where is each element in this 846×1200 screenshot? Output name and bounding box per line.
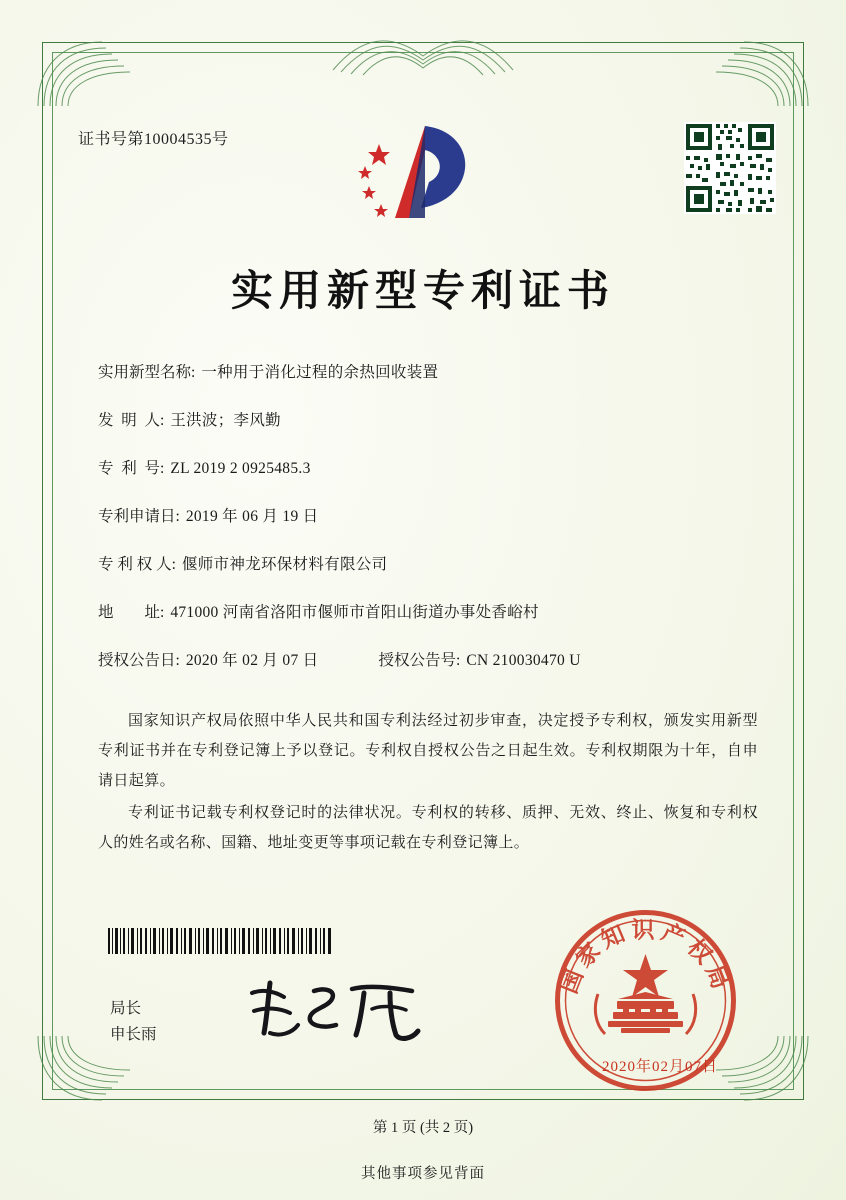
field-inventor [98, 408, 756, 430]
field-utility-model-name [98, 360, 756, 382]
page-title: 实用新型专利证书 [230, 269, 615, 315]
field-patent-number [98, 456, 756, 478]
field-value: 偃师市神龙环保材料有限公司 [181, 556, 388, 573]
cnipa-logo-icon [355, 120, 475, 230]
field-application-date [98, 504, 756, 526]
legal-text-block [98, 706, 758, 860]
field-label: 地 址: [98, 604, 165, 621]
qr-code-icon [684, 122, 776, 214]
seal-date: 2020年02月07日 [601, 1059, 718, 1075]
field-value: 471000 河南省洛阳市偃师市首阳山街道办事处香峪村 [170, 604, 539, 621]
back-side-note: 其他事项参见背面 [361, 1166, 485, 1182]
field-value: 王洪波；李风勤 [170, 412, 281, 429]
field-label: 授权公告日: [98, 652, 180, 669]
field-value: 2019 年 06 月 19 日 [185, 508, 319, 525]
field-value-secondary: CN 210030470 U [466, 652, 581, 669]
field-label: 专 利 号: [98, 460, 165, 477]
page-number: 第 1 页 (共 2 页) [372, 1120, 474, 1136]
field-label: 专 利 权 人: [98, 556, 176, 573]
field-address [98, 600, 756, 622]
field-label: 专利申请日: [98, 508, 180, 525]
director-name: 申长雨 [110, 1026, 157, 1043]
director-block [110, 996, 157, 1048]
field-label: 实用新型名称: [98, 364, 196, 381]
field-label: 发 明 人: [98, 412, 165, 429]
field-grant-announcement [98, 648, 756, 670]
field-value: 一种用于消化过程的余热回收装置 [201, 364, 439, 381]
field-label-secondary: 授权公告号: [378, 652, 461, 669]
paragraph-1: 国家知识产权局依照中华人民共和国专利法经过初步审查，决定授予专利权，颁发实用新型专利证书并在专利登记簿上予以登记。专利权自授权公告之日起生效。专利权期限为十年，自申请日起算。 [98, 713, 758, 789]
certificate-number: 证书号第10004535号 [78, 131, 229, 148]
handwritten-signature-icon [240, 975, 440, 1045]
svg-text:国家知识产权局: 国家知识产权局 [556, 917, 735, 997]
field-value: ZL 2019 2 0925485.3 [170, 460, 311, 477]
top-ornament-decoration [323, 30, 523, 76]
field-patentee [98, 552, 756, 574]
certificate-fields [98, 360, 756, 696]
field-value: 2020 年 02 月 07 日 [185, 652, 319, 669]
director-title: 局长 [110, 1000, 142, 1017]
barcode-icon [108, 928, 334, 954]
paragraph-2: 专利证书记载专利权登记时的法律状况。专利权的转移、质押、无效、终止、恢复和专利权人的姓名或名称、国籍、地址变更等事项记载在专利登记簿上。 [98, 805, 758, 851]
